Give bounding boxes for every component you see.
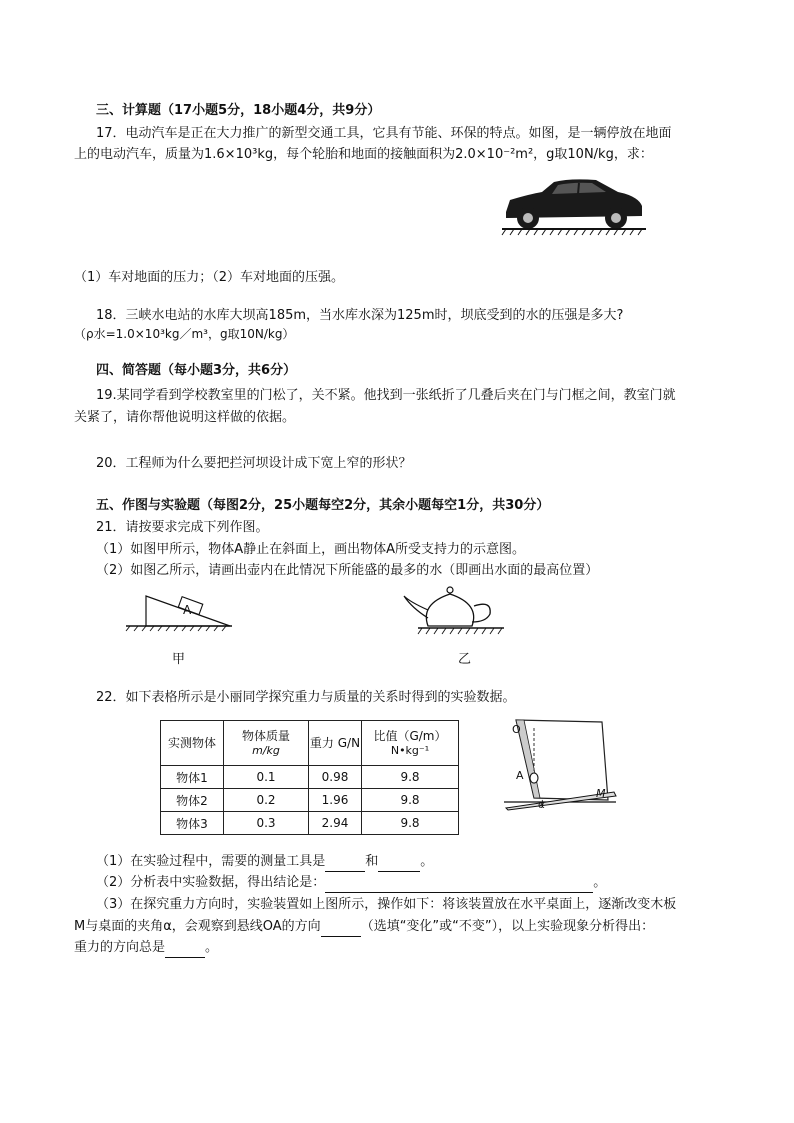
q17-line2: 上的电动汽车，质量为1.6×10³kg，每个轮胎和地面的接触面积为2.0×10⁻²m²，g取10N/kg，求：	[74, 147, 653, 162]
table-cell: 1.96	[309, 789, 362, 812]
table-header-row	[161, 721, 459, 766]
answer-blank[interactable]	[325, 857, 365, 872]
header-cell: 物体质量 m/kg	[224, 721, 309, 766]
fig-a-label: 甲	[172, 652, 186, 667]
header-cell: 实测物体	[161, 721, 224, 766]
table-cell: 9.8	[362, 766, 459, 789]
label-o: O	[512, 723, 521, 736]
table-row	[161, 812, 459, 835]
section4-heading: 四、简答题（每小题3分，共6分）	[96, 363, 297, 378]
plumb-line-figure	[504, 718, 624, 810]
table-cell: 物体2	[161, 789, 224, 812]
header-cell: 比值（G/m） N•kg⁻¹	[362, 721, 459, 766]
q19-line2: 关紧了，请你帮他说明这样做的依据。	[74, 410, 296, 425]
answer-blank[interactable]	[325, 878, 593, 893]
q20-text: 20．工程师为什么要把拦河坝设计成下宽上窄的形状？	[96, 456, 412, 471]
q17-sub: （1）车对地面的压力；（2）车对地面的压强。	[74, 270, 345, 285]
q19-line1: 19.某同学看到学校教室里的门松了，关不紧。他找到一张纸折了几叠后夹在门与门框之间，教室门就	[96, 388, 676, 403]
header-cell: 重力 G/N	[309, 721, 362, 766]
table-cell: 0.98	[309, 766, 362, 789]
fig-b-label: 乙	[458, 652, 472, 667]
teapot-figure	[400, 584, 510, 636]
table-cell: 0.1	[224, 766, 309, 789]
answer-blank[interactable]	[165, 943, 205, 958]
table-cell: 0.2	[224, 789, 309, 812]
table-cell: 物体1	[161, 766, 224, 789]
q21-intro: 21．请按要求完成下列作图。	[96, 520, 269, 535]
q21-item1: （1）如图甲所示，物体A静止在斜面上，画出物体A所受支持力的示意图。	[96, 542, 526, 557]
q18-line1: 18．三峡水电站的水库大坝高185m，当水库水深为125m时，坝底受到的水的压强是多大?	[96, 308, 624, 323]
answer-blank[interactable]	[321, 922, 361, 937]
incline-figure	[126, 590, 236, 632]
q22-p3-line2: M与桌面的夹角α，会观察到悬线OA的方向 （选填“变化”或“不变”），以上实验现象分析得出：	[74, 917, 654, 937]
q22-intro: 22．如下表格所示是小丽同学探究重力与质量的关系时得到的实验数据。	[96, 690, 516, 705]
table-cell: 9.8	[362, 789, 459, 812]
label-m: M	[596, 787, 606, 800]
block-label-a: A	[183, 603, 192, 617]
q18-line2: （ρ水=1.0×10³kg／m³，g取10N/kg）	[74, 327, 295, 341]
answer-blank[interactable]	[378, 857, 420, 872]
q22-p2: （2）分析表中实验数据，得出结论是： 。	[96, 873, 606, 893]
q21-item2: （2）如图乙所示，请画出壶内在此情况下所能盛的最多的水（即画出水面的最高位置）	[96, 563, 599, 578]
q17-line1: 17．电动汽车是正在大力推广的新型交通工具，它具有节能、环保的特点。如图，是一辆停放在地面	[96, 126, 672, 141]
table-cell: 9.8	[362, 812, 459, 835]
table-row	[161, 789, 459, 812]
section3-heading: 三、计算题（17小题5分，18小题4分，共9分）	[96, 103, 381, 118]
table-row	[161, 766, 459, 789]
table-cell: 0.3	[224, 812, 309, 835]
table-cell: 2.94	[309, 812, 362, 835]
label-alpha: α	[538, 800, 545, 811]
gravity-data-table	[160, 720, 459, 835]
label-a: A	[516, 769, 524, 782]
q22-p3-line3: 重力的方向总是 。	[74, 938, 218, 958]
table-cell: 物体3	[161, 812, 224, 835]
q22-p1: （1）在实验过程中，需要的测量工具是 和 。	[96, 852, 433, 872]
q22-p3-line1: （3）在探究重力方向时，实验装置如上图所示，操作如下：将该装置放在水平桌面上，逐渐改变木板	[96, 897, 677, 912]
car-figure	[500, 176, 650, 238]
section5-heading: 五、作图与实验题（每图2分，25小题每空2分，其余小题每空1分，共30分）	[96, 498, 550, 513]
